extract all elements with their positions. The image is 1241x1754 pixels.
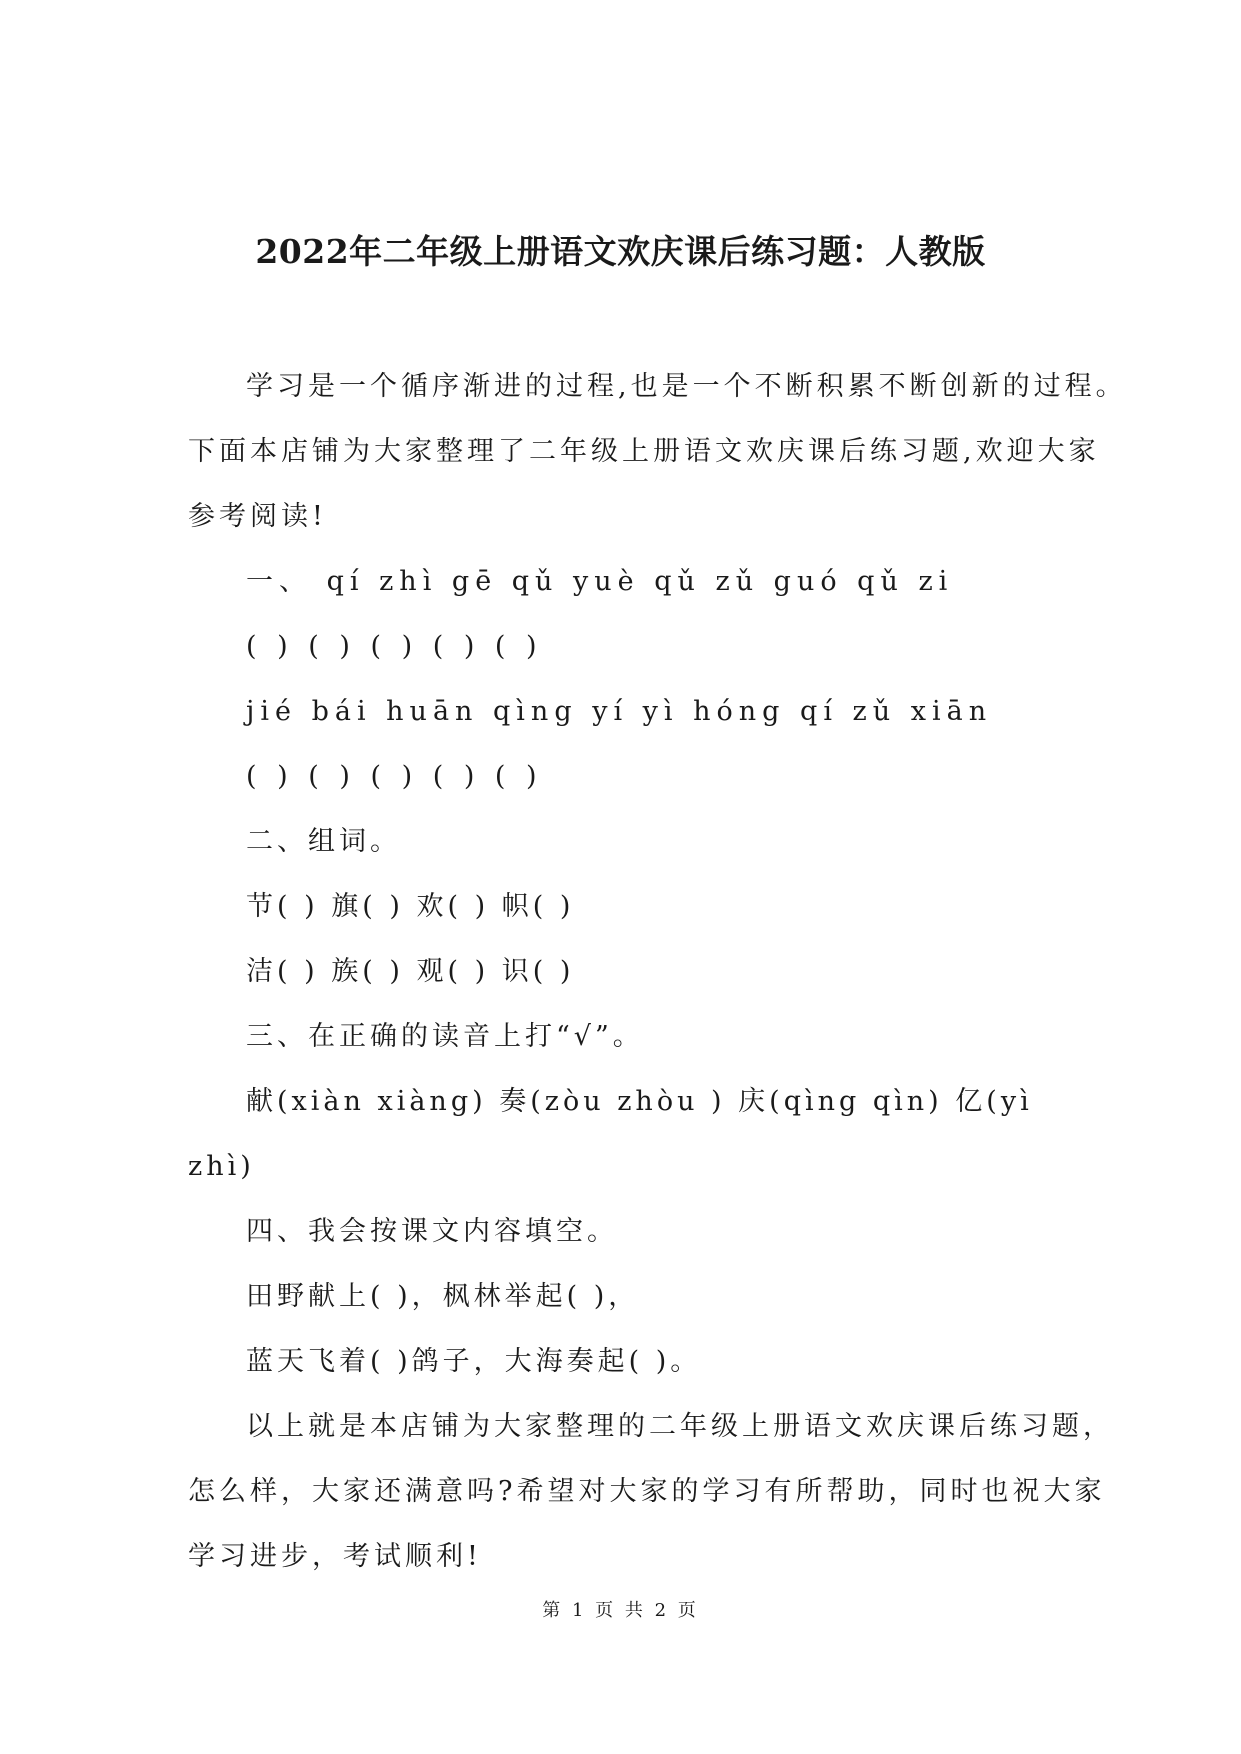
paragraph-line: 下面本店铺为大家整理了二年级上册语文欢庆课后练习题,欢迎大家	[188, 436, 1100, 467]
document-body	[188, 354, 1127, 1589]
pinyin-line: 一、 qí zhì gē qǔ yuè qǔ zǔ guó qǔ zi	[246, 566, 954, 597]
exercise-line: 田野献上( )，枫林举起( )，	[246, 1281, 640, 1312]
exercise-line: 节( ) 旗( ) 欢( ) 帜( )	[246, 891, 575, 922]
exercise-line: 蓝天飞着( )鸽子，大海奏起( )。	[246, 1346, 702, 1377]
paragraph-line: 以上就是本店铺为大家整理的二年级上册语文欢庆课后练习题，	[246, 1411, 1114, 1442]
section-heading: 二、组词。	[246, 826, 401, 857]
blank-line: ( ) ( ) ( ) ( ) ( )	[246, 761, 543, 792]
paragraph-line: 学习是一个循序渐进的过程,也是一个不断积累不断创新的过程。	[246, 371, 1127, 402]
blank-line: ( ) ( ) ( ) ( ) ( )	[246, 631, 543, 662]
paragraph-line: 怎么样，大家还满意吗?希望对大家的学习有所帮助，同时也祝大家	[188, 1476, 1106, 1507]
section-heading: 三、在正确的读音上打“√”。	[246, 1021, 644, 1052]
pinyin-line: jié bái huān qìng yí yì hóng qí zǔ xiān	[246, 696, 993, 727]
section-heading: 四、我会按课文内容填空。	[246, 1216, 618, 1247]
exercise-line: zhì)	[188, 1151, 255, 1182]
document-title: 2022年二年级上册语文欢庆课后练习题：人教版	[255, 232, 986, 271]
exercise-line: 献(xiàn xiàng) 奏(zòu zhòu ) 庆(qìng qìn) 亿(yì	[246, 1086, 1033, 1117]
page-footer: 第 1 页 共 2 页	[542, 1600, 699, 1621]
paragraph-line: 学习进步，考试顺利!	[188, 1541, 482, 1572]
exercise-line: 洁( ) 族( ) 观( ) 识( )	[246, 956, 575, 987]
paragraph-line: 参考阅读!	[188, 501, 327, 532]
